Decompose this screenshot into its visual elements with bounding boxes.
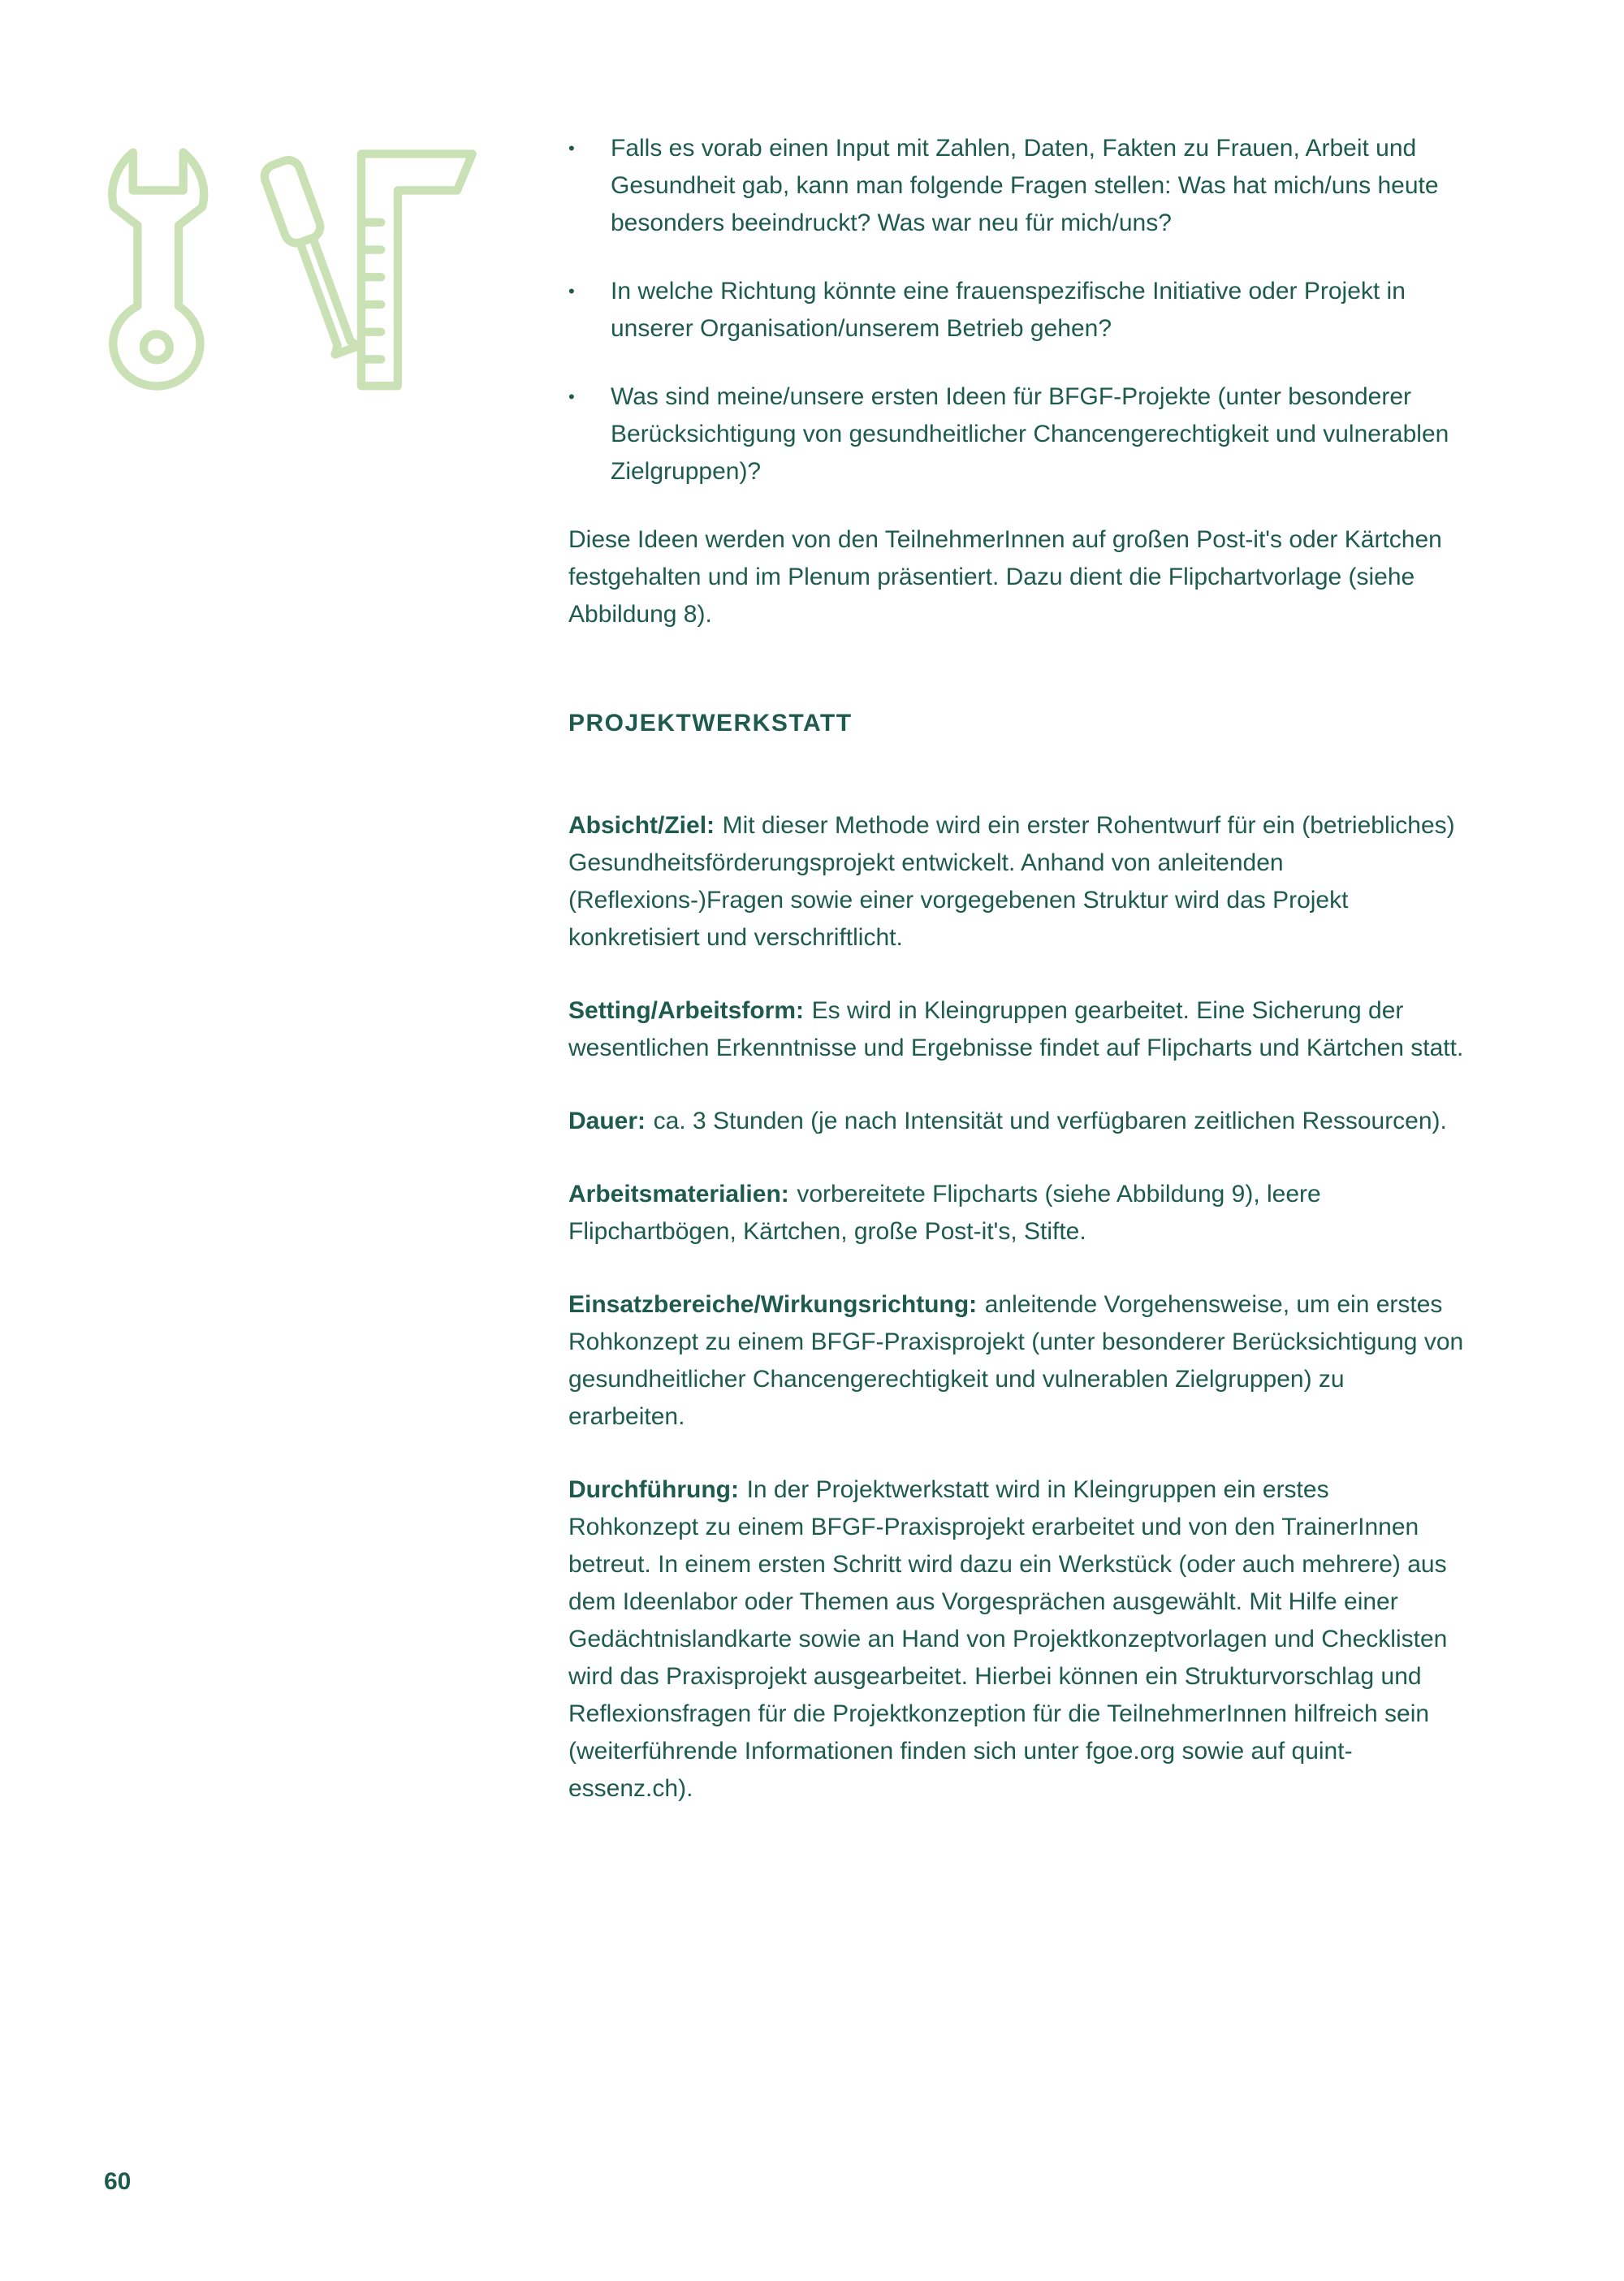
paragraph-label: Absicht/Ziel: (568, 812, 715, 839)
paragraph-text: In der Projektwerkstatt wird in Kleingruppen ein erstes Rohkonzept zu einem BFGF-Praxisprojekt erarbeitet und von den TrainerInnen betreut. In einem ersten Schritt wird dazu ein Werkstück (oder auch mehrere) aus dem Ideenlabor oder Themen aus Vorgesprächen ausgewählt. Mit Hilfe einer Gedächtnislandkarte sowie an Hand von Projektkonzeptvorlagen und Checklisten wird das Praxisprojekt ausgearbeitet. Hierbei können ein Strukturvorschlag und Reflexionsfragen für die Projektkonzeption für die TeilnehmerInnen hilfreich sein (weiterführende Informationen finden sich unter fgoe.org sowie auf quint-essenz.ch). (568, 1476, 1448, 1802)
wrench-icon (112, 153, 204, 387)
paragraph-label: Setting/Arbeitsform: (568, 997, 805, 1024)
screwdriver-icon (261, 157, 364, 356)
bullet-text: Falls es vorab einen Input mit Zahlen, Daten, Fakten zu Frauen, Arbeit und Gesundheit gab, kann man folgende Fragen stellen: Was hat mich/uns heute besonders beeindruckt? Was war neu für mich/uns? (611, 135, 1439, 236)
list-item (568, 130, 1466, 242)
paragraph-label: Arbeitsmaterialien: (568, 1181, 789, 1207)
paragraph-dauer (568, 1103, 1466, 1140)
list-item (568, 378, 1466, 490)
bullet-marker: • (568, 138, 575, 158)
list-item (568, 273, 1466, 348)
paragraph-einsatzbereiche (568, 1286, 1466, 1436)
paragraph-text: anleitende Vorgehensweise, um ein erstes Rohkonzept zu einem BFGF-Praxisprojekt (unter besonderer Berücksichtigung von gesundheitlicher Chancengerechtigkeit und vulnerablen Zielgruppen) zu erarbeiten. (568, 1291, 1464, 1430)
paragraph-label: Einsatzbereiche/Wirkungsrichtung: (568, 1291, 978, 1318)
bullet-list (568, 130, 1466, 490)
try-square-icon (361, 153, 473, 386)
paragraph-text: ca. 3 Stunden (je nach Intensität und verfügbaren zeitlichen Ressourcen). (653, 1108, 1447, 1134)
paragraph-arbeitsmaterialien (568, 1176, 1466, 1251)
intro-paragraph: Diese Ideen werden von den TeilnehmerInnen auf großen Post-it's oder Kärtchen festgehalten und im Plenum präsentiert. Dazu dient die Flipchartvorlage (siehe Abbildung 8). (568, 526, 1442, 628)
paragraph-label: Durchführung: (568, 1476, 739, 1503)
paragraph-durchfuehrung (568, 1471, 1466, 1808)
bullet-marker: • (568, 281, 575, 301)
paragraph-text: Es wird in Kleingruppen gearbeitet. Eine Sicherung der wesentlichen Erkenntnisse und Ergebnisse findet auf Flipcharts und Kärtchen statt. (568, 997, 1464, 1061)
paragraph-text: vorbereitete Flipcharts (siehe Abbildung 9), leere Flipchartbögen, Kärtchen, große Post-it's, Stifte. (568, 1181, 1321, 1245)
page-number: 60 (104, 2168, 132, 2195)
text-column (568, 130, 1466, 1843)
tools-icon (93, 123, 482, 401)
paragraph-text: Mit dieser Methode wird ein erster Rohentwurf für ein (betriebliches) Gesundheitsförderungsprojekt entwickelt. Anhand von anleitenden (Reflexions-)Fragen sowie einer vorgegebenen Struktur wird das Projekt konkretisiert und verschriftlicht. (568, 812, 1455, 951)
bullet-text: In welche Richtung könnte eine frauenspezifische Initiative oder Projekt in unserer Organisation/unserem Betrieb gehen? (611, 278, 1406, 342)
bullet-marker: • (568, 387, 575, 407)
paragraph-setting-arbeitsform (568, 992, 1466, 1067)
paragraph-label: Dauer: (568, 1108, 646, 1134)
bullet-text: Was sind meine/unsere ersten Ideen für BFGF-Projekte (unter besonderer Berücksichtigung von gesundheitlicher Chancengerechtigkeit und vulnerablen Zielgruppen)? (611, 383, 1449, 485)
section-heading: PROJEKTWERKSTATT (568, 710, 853, 737)
paragraph-absicht-ziel (568, 807, 1466, 957)
